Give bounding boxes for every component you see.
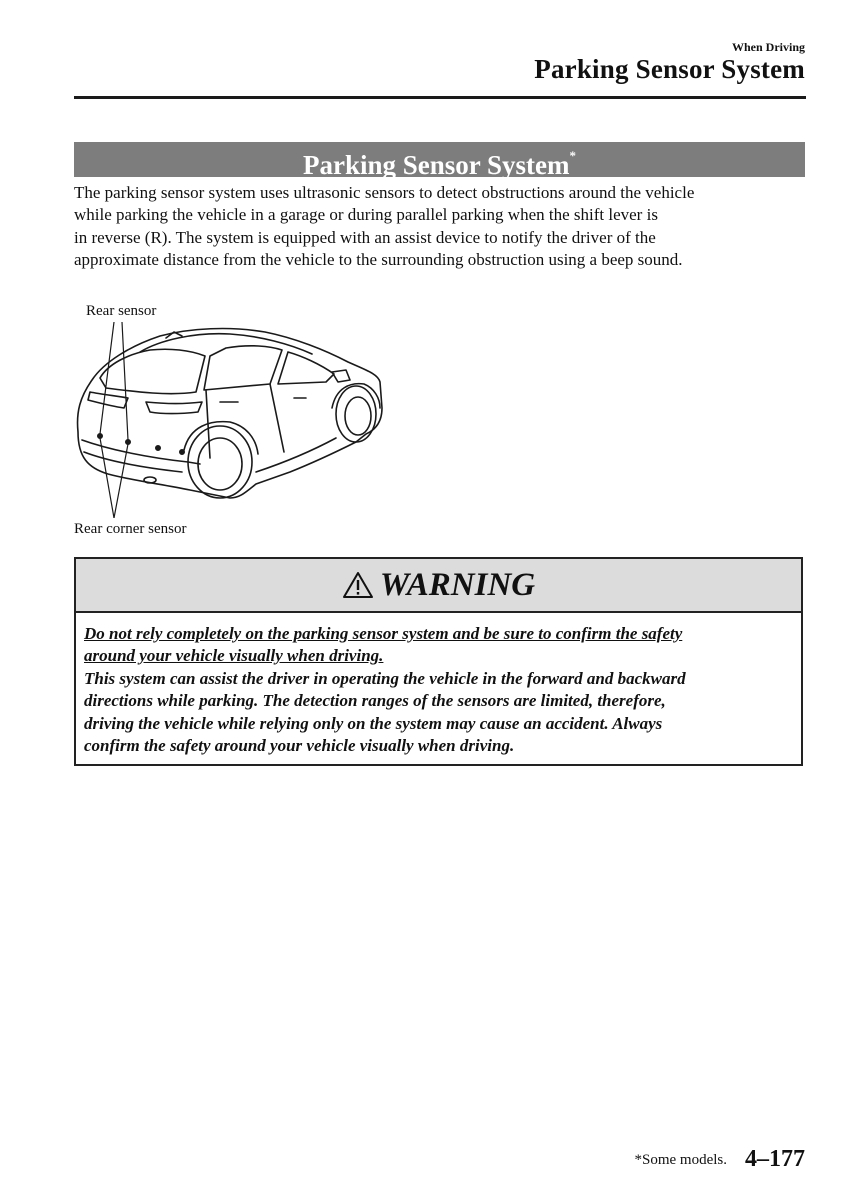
warning-header: [76, 559, 801, 613]
header-title: Parking Sensor System: [534, 54, 805, 84]
warning-line: confirm the safety around your vehicle visually when driving.: [84, 736, 515, 756]
car-illustration: [70, 322, 386, 518]
intro-paragraph: [74, 182, 814, 271]
warning-title: WARNING: [379, 566, 536, 603]
warning-triangle-icon: [342, 570, 374, 600]
intro-line: while parking the vehicle in a garage or during parallel parking when the shift lever is: [74, 205, 658, 225]
section-title-marker: *: [569, 148, 577, 163]
intro-line: in reverse (R). The system is equipped with an assist device to notify the driver of the: [74, 227, 656, 247]
warning-body: [76, 613, 801, 757]
warning-underlined-line: around your vehicle visually when driving.: [84, 646, 384, 666]
warning-underlined-line: Do not rely completely on the parking sensor system and be sure to confirm the safety: [84, 624, 683, 643]
rear-sensor-label: Rear sensor: [86, 303, 157, 319]
warning-box: [74, 557, 803, 766]
page-number: 4–177: [745, 1146, 805, 1172]
warning-line: driving the vehicle while relying only on the system may cause an accident. Always: [84, 713, 663, 733]
rear-corner-sensor-label: Rear corner sensor: [74, 521, 187, 537]
header-section-label: When Driving: [731, 40, 805, 54]
intro-line: The parking sensor system uses ultrasonic sensors to detect obstructions around the vehicle: [74, 183, 695, 202]
warning-line: This system can assist the driver in operating the vehicle in the forward and backward: [84, 668, 686, 688]
footer-note: *Some models.: [634, 1152, 727, 1168]
warning-line: directions while parking. The detection ranges of the sensors are limited, therefore,: [84, 691, 666, 711]
intro-line: approximate distance from the vehicle to the surrounding obstruction using a beep sound.: [74, 249, 683, 269]
section-title-bar: [74, 142, 805, 180]
section-title: Parking Sensor System: [302, 150, 570, 180]
header-rule: [74, 96, 806, 99]
